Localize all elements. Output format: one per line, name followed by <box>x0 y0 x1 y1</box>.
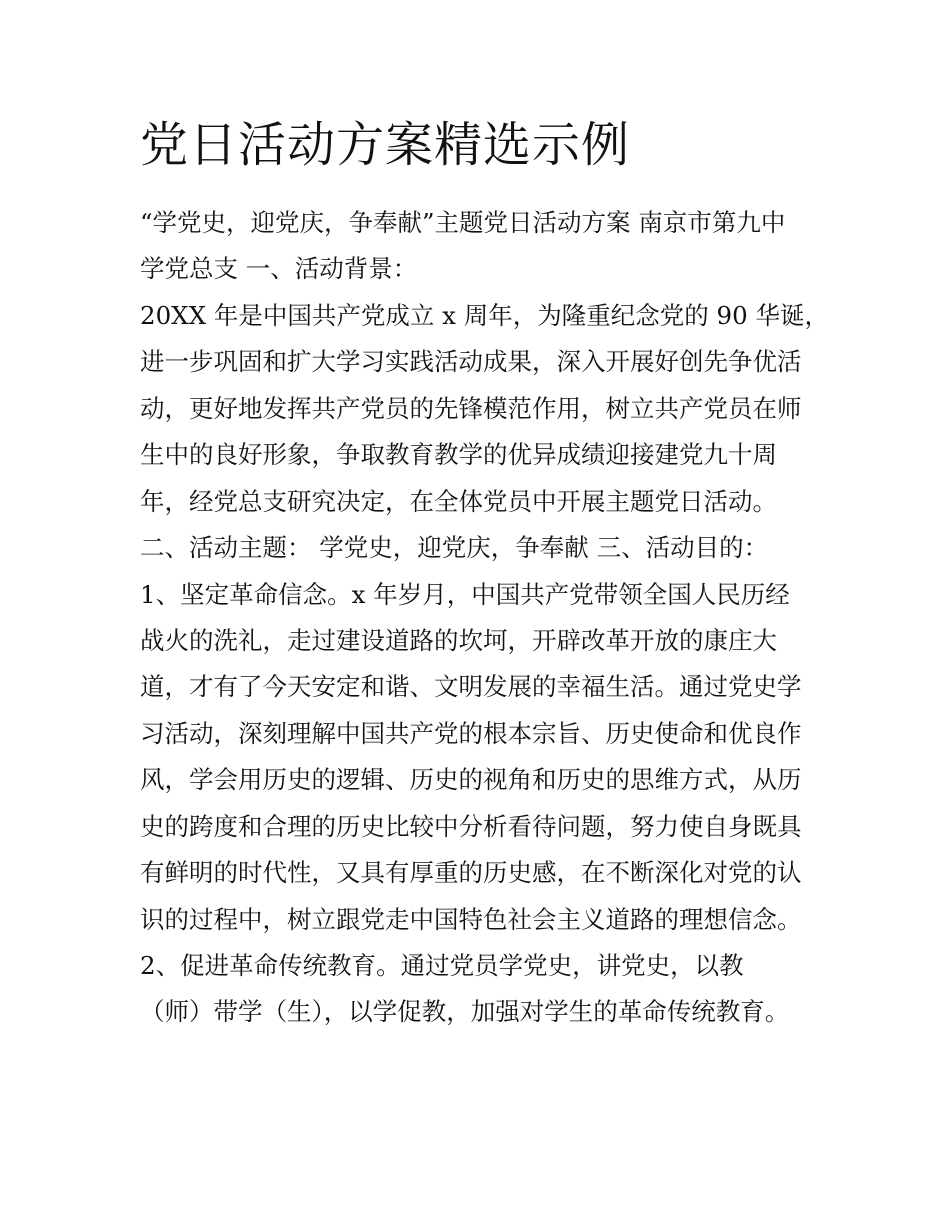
body-line: 动，更好地发挥共产党员的先锋模范作用，树立共产党员在师 <box>140 393 802 423</box>
document-body <box>140 203 829 1039</box>
body-line: 识的过程中，树立跟党走中国特色社会主义道路的理想信念。 <box>140 904 802 934</box>
body-line: “学党史，迎党庆，争奉献”主题党日活动方案 南京市第九中 <box>140 208 786 237</box>
body-line: （师）带学（生），以学促教，加强对学生的革命传统教育。 <box>140 997 790 1027</box>
body-line: 二、活动主题： 学党史，迎党庆，争奉献 三、活动目的： <box>140 533 769 563</box>
body-line: 史的跨度和合理的历史比较中分析看待问题，努力使自身既具 <box>140 811 802 841</box>
body-line: 2、促进革命传统教育。通过党员学党史，讲党史，以教 <box>140 951 744 980</box>
body-line: 习活动，深刻理解中国共产党的根本宗旨、历史使命和优良作 <box>140 718 802 748</box>
body-line: 生中的良好形象，争取教育教学的优异成绩迎接建党九十周 <box>140 440 777 470</box>
body-line: 20XX 年是中国共产党成立 x 周年，为隆重纪念党的 90 华诞， <box>140 300 829 330</box>
body-line: 风，学会用历史的逻辑、历史的视角和历史的思维方式，从历 <box>140 765 802 795</box>
body-line: 进一步巩固和扩大学习实践活动成果，深入开展好创先争优活 <box>140 347 802 377</box>
body-line: 战火的洗礼，走过建设道路的坎坷，开辟改革开放的康庄大 <box>140 625 777 655</box>
body-line: 有鲜明的时代性，又具有厚重的历史感，在不断深化对党的认 <box>140 858 802 888</box>
body-line: 年，经党总支研究决定，在全体党员中开展主题党日活动。 <box>140 486 777 516</box>
body-line: 1、坚定革命信念。x 年岁月，中国共产党带领全国人民历经 <box>140 579 790 609</box>
body-line: 道，才有了今天安定和谐、文明发展的幸福生活。通过党史学 <box>140 672 802 702</box>
body-line: 学党总支 一、活动背景： <box>140 254 418 284</box>
document-title: 党日活动方案精选示例 <box>140 117 631 173</box>
